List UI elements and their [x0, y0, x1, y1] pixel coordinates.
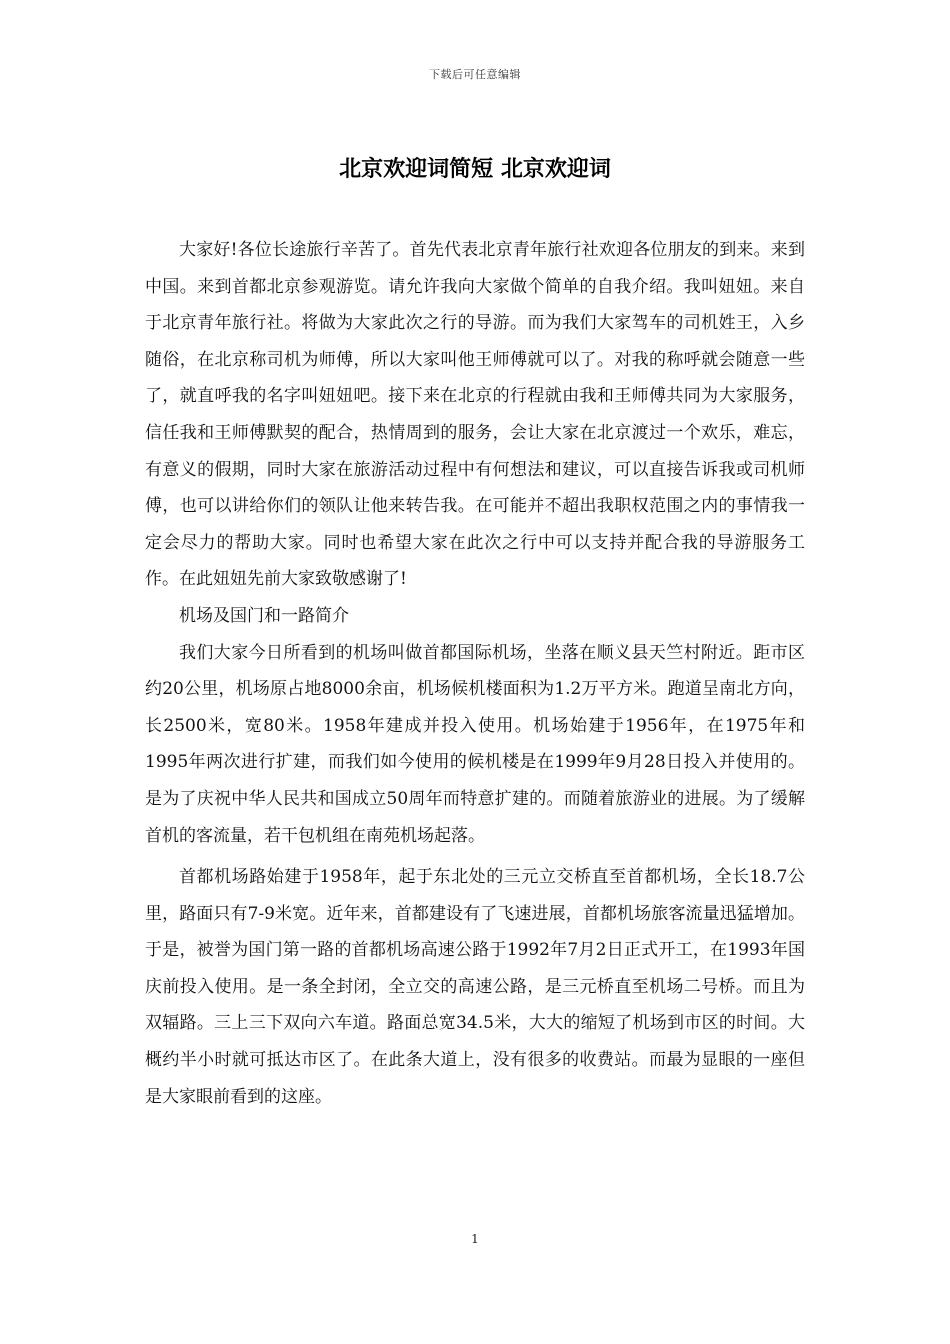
- page-number: 1: [471, 1232, 479, 1246]
- paragraph-airport: 我们大家今日所看到的机场叫做首都国际机场，坐落在顺义县天竺村附近。距市区约20公里，机场原占地8000余亩，机场候机楼面积为1.2万平方米。跑道呈南北方向，长2500米，宽80米。1958年建成并投入使用。机场始建于1956年，在1975年和1995年两次进行扩建，而我们如今使用的候机楼是在1999年9月28日投入并使用的。是为了庆祝中华人民共和国成立50周年而特意扩建的。而随着旅游业的进展。为了缓解首机的客流量，若干包机组在南苑机场起落。: [145, 642, 805, 846]
- section-heading-airport: 机场及国门和一路简介: [179, 605, 349, 626]
- paragraph-welcome: 大家好!各位长途旅行辛苦了。首先代表北京青年旅行社欢迎各位朋友的到来。来到中国。来到首都北京参观游览。请允许我向大家做个简单的自我介绍。我叫妞妞。来自于北京青年旅行社。将做为大家此次之行的导游。而为我们大家驾车的司机姓王，入乡随俗，在北京称司机为师傅，所以大家叫他王师傅就可以了。对我的称呼就会随意一些了，就直呼我的名字叫妞妞吧。接下来在北京的行程就由我和王师傅共同为大家服务，信任我和王师傅默契的配合，热情周到的服务，会让大家在北京渡过一个欢乐，难忘，有意义的假期，同时大家在旅游活动过程中有何想法和建议，可以直接告诉我或司机师傅，也可以讲给你们的领队让他来转告我。在可能并不超出我职权范围之内的事情我一定会尽力的帮助大家。同时也希望大家在此次之行中可以支持并配合我的导游服务工作。在此妞妞先前大家致敬感谢了!: [145, 240, 805, 590]
- document-body: [145, 232, 805, 1115]
- document-title: 北京欢迎词简短 北京欢迎词: [339, 156, 611, 182]
- header-note: 下载后可任意编辑: [429, 68, 521, 81]
- paragraph-airport-road: 首都机场路始建于1958年，起于东北处的三元立交桥直至首都机场，全长18.7公里，路面只有7-9米宽。近年来，首都建设有了飞速进展，首都机场旅客流量迅猛增加。于是，被誉为国门第一路的首都机场高速公路于1992年7月2日正式开工，在1993年国庆前投入使用。是一条全封闭，全立交的高速公路，是三元桥直至机场二号桥。而且为双辐路。三上三下双向六车道。路面总宽34.5米，大大的缩短了机场到市区的时间。大概约半小时就可抵达市区了。在此条大道上，没有很多的收费站。而最为显眼的一座但是大家眼前看到的这座。: [145, 867, 805, 1107]
